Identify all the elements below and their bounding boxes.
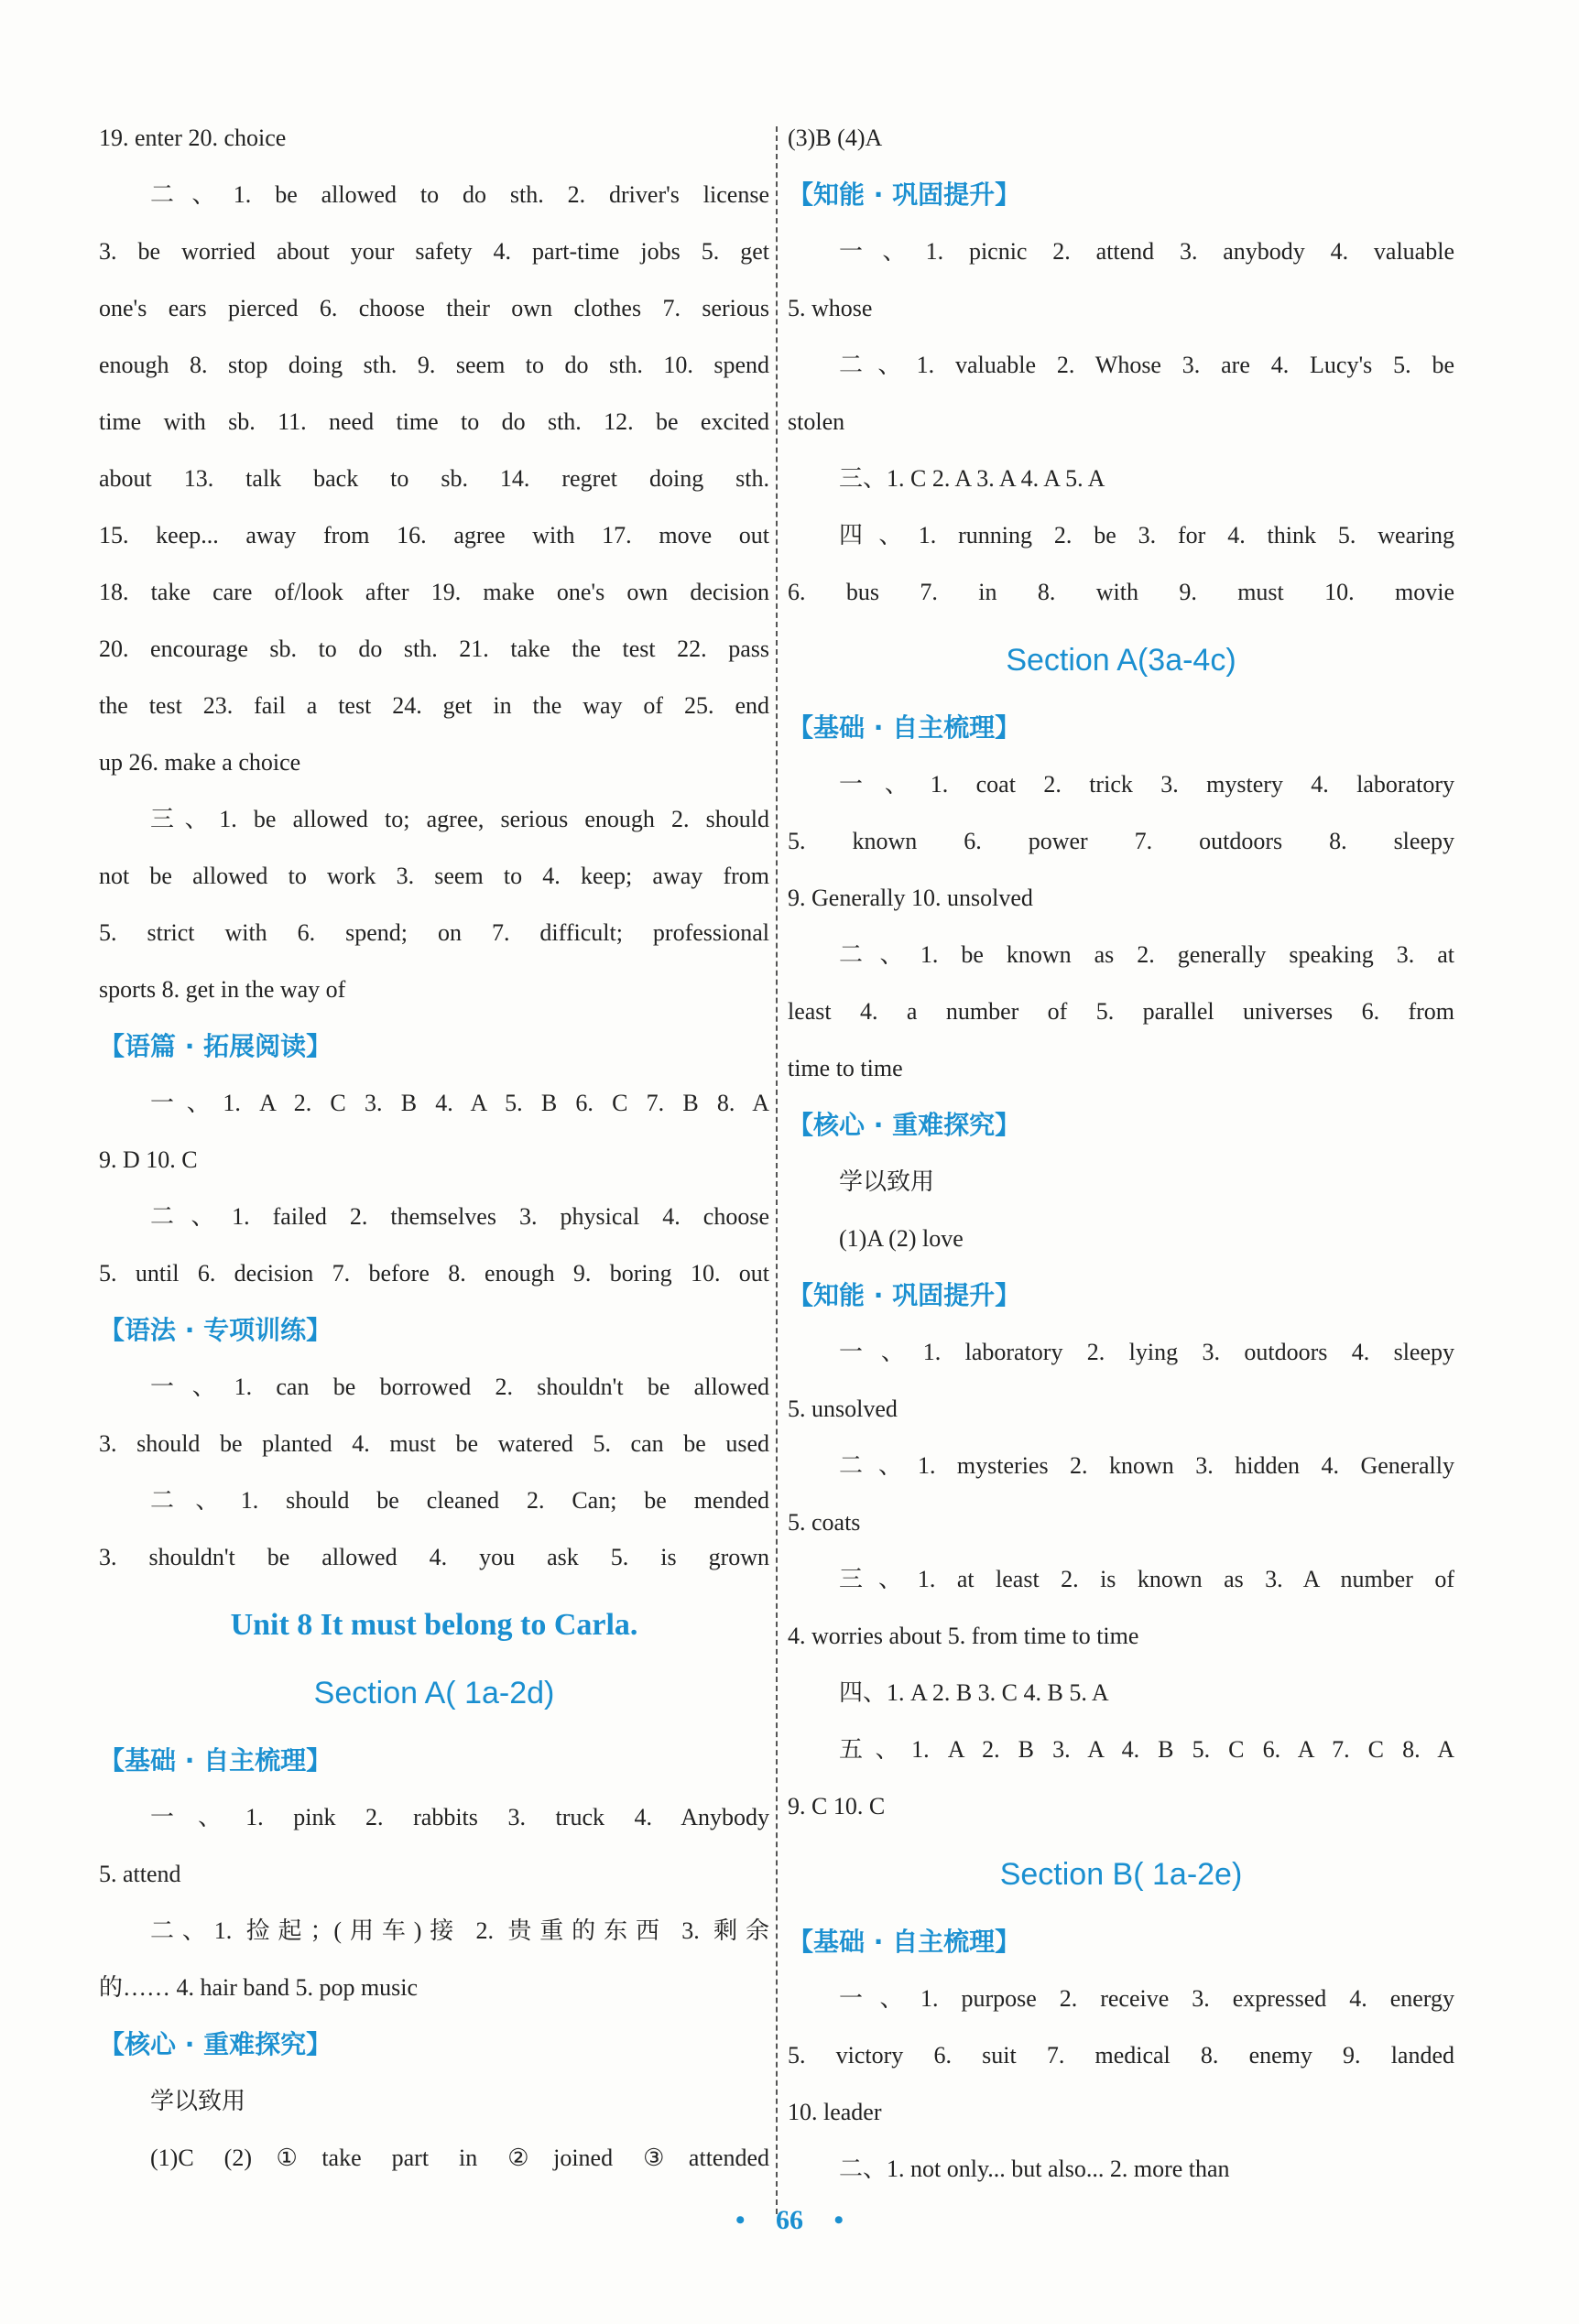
text-line: 5. strict with 6. spend; on 7. difficult; professional bbox=[99, 919, 769, 946]
section-heading-core: 【核心 · 重难探究】 bbox=[99, 2029, 332, 2059]
text-line: 二、1. failed 2. themselves 3. physical 4. choose bbox=[150, 1203, 769, 1230]
text-line: least 4. a number of 5. parallel universes 6. from bbox=[788, 998, 1454, 1025]
text-line: 5. attend bbox=[99, 1861, 181, 1887]
text-line: 20. encourage sb. to do sth. 21. take the test 22. pass bbox=[99, 635, 769, 662]
page-footer bbox=[0, 2205, 1579, 2236]
text-line: (1)C (2)①take part in ②joined ③attended bbox=[150, 2145, 769, 2171]
text-line: 二、1. valuable 2. Whose 3. are 4. Lucy's 5. be bbox=[839, 352, 1454, 378]
text-line: 二、1. be known as 2. generally speaking 3. at bbox=[839, 941, 1454, 968]
bullet-dot-icon: • bbox=[735, 2205, 746, 2235]
text-line: sports 8. get in the way of bbox=[99, 976, 346, 1003]
text-line: 5. victory 6. suit 7. medical 8. enemy 9. landed bbox=[788, 2042, 1454, 2069]
section-heading-basic: 【基础 · 自主梳理】 bbox=[788, 1927, 1021, 1957]
text-line: 三、1. at least 2. is known as 3. A number of bbox=[839, 1566, 1454, 1592]
text-line: 二、1. mysteries 2. known 3. hidden 4. Generally bbox=[839, 1452, 1454, 1479]
right-column bbox=[788, 110, 1454, 2198]
text-line: not be allowed to work 3. seem to 4. keep; away from bbox=[99, 863, 769, 889]
text-line: 学以致用 bbox=[150, 2088, 246, 2114]
text-line: (3)B (4)A bbox=[788, 125, 883, 151]
section-heading-core: 【核心 · 重难探究】 bbox=[788, 1110, 1021, 1140]
bullet-dot-icon: • bbox=[833, 2205, 844, 2235]
section-heading-grammar: 【语法 · 专项训练】 bbox=[99, 1315, 332, 1345]
text-line: 4. worries about 5. from time to time bbox=[788, 1623, 1139, 1649]
text-line: 6. bus 7. in 8. with 9. must 10. movie bbox=[788, 579, 1454, 605]
text-line: time to time bbox=[788, 1055, 903, 1081]
column-divider bbox=[776, 126, 778, 2214]
text-line: 四、1. A 2. B 3. C 4. B 5. A bbox=[839, 1679, 1109, 1706]
text-line: 5. whose bbox=[788, 295, 873, 321]
section-heading-reading: 【语篇 · 拓展阅读】 bbox=[99, 1031, 332, 1061]
section-heading-basic: 【基础 · 自主梳理】 bbox=[99, 1745, 332, 1776]
unit-title: Unit 8 It must belong to Carla. bbox=[230, 1608, 638, 1642]
text-line: 一、1. A 2. C 3. B 4. A 5. B 6. C 7. B 8. A bbox=[150, 1090, 769, 1116]
text-line: 五、1. A 2. B 3. A 4. B 5. C 6. A 7. C 8. A bbox=[839, 1736, 1454, 1763]
text-line: 三、1. C 2. A 3. A 4. A 5. A bbox=[839, 465, 1105, 492]
text-line: 9. C 10. C bbox=[788, 1793, 886, 1819]
text-line: stolen bbox=[788, 408, 845, 435]
text-line: 二、1. should be cleaned 2. Can; be mended bbox=[150, 1487, 769, 1514]
section-heading-skill: 【知能 · 巩固提升】 bbox=[788, 179, 1021, 210]
text-line: time with sb. 11. need time to do sth. 12. be excited bbox=[99, 408, 769, 435]
text-line: 9. Generally 10. unsolved bbox=[788, 885, 1033, 911]
text-line: 一、1. laboratory 2. lying 3. outdoors 4. sleepy bbox=[839, 1339, 1454, 1365]
section-heading-skill: 【知能 · 巩固提升】 bbox=[788, 1280, 1021, 1310]
text-line: 学以致用 bbox=[839, 1168, 935, 1195]
text-line: 四、1. running 2. be 3. for 4. think 5. wearing bbox=[839, 522, 1454, 548]
text-line: 一、1. can be borrowed 2. shouldn't be allowed bbox=[150, 1374, 769, 1400]
text-line: 18. take care of/look after 19. make one's own decision bbox=[99, 579, 769, 605]
text-line: 3. shouldn't be allowed 4. you ask 5. is grown bbox=[99, 1544, 769, 1570]
text-line: 5. known 6. power 7. outdoors 8. sleepy bbox=[788, 828, 1454, 854]
text-line: 9. D 10. C bbox=[99, 1146, 198, 1173]
text-line: 15. keep... away from 16. agree with 17. move out bbox=[99, 522, 769, 548]
section-title: Section B( 1a-2e) bbox=[999, 1857, 1243, 1892]
text-line: 一、1. picnic 2. attend 3. anybody 4. valuable bbox=[839, 238, 1454, 265]
text-line: 5. unsolved bbox=[788, 1395, 898, 1422]
text-line: 一、1. purpose 2. receive 3. expressed 4. energy bbox=[839, 1985, 1454, 2012]
section-title: Section A( 1a-2d) bbox=[313, 1676, 555, 1710]
text-line: 10. leader bbox=[788, 2099, 882, 2125]
text-line: 二、1. not only... but also... 2. more than bbox=[839, 2156, 1230, 2182]
left-column bbox=[99, 110, 769, 2187]
text-line: 19. enter 20. choice bbox=[99, 125, 287, 151]
text-line: 3. be worried about your safety 4. part-time jobs 5. get bbox=[99, 238, 769, 265]
text-line: 一、1. coat 2. trick 3. mystery 4. laboratory bbox=[839, 771, 1454, 798]
text-line: 三、1. be allowed to; agree, serious enough 2. should bbox=[150, 806, 769, 832]
section-title: Section A(3a-4c) bbox=[1006, 643, 1236, 678]
text-line: up 26. make a choice bbox=[99, 749, 301, 776]
section-heading-basic: 【基础 · 自主梳理】 bbox=[788, 712, 1021, 743]
text-line: one's ears pierced 6. choose their own clothes 7. serious bbox=[99, 295, 769, 321]
text-line: 5. until 6. decision 7. before 8. enough 9. boring 10. out bbox=[99, 1260, 769, 1287]
text-line: enough 8. stop doing sth. 9. seem to do sth. 10. spend bbox=[99, 352, 769, 378]
text-line: 二、1. be allowed to do sth. 2. driver's license bbox=[150, 181, 769, 208]
text-line: the test 23. fail a test 24. get in the way of 25. end bbox=[99, 692, 769, 719]
text-line: (1)A (2) love bbox=[839, 1225, 964, 1252]
text-line: 5. coats bbox=[788, 1509, 861, 1536]
text-line: 3. should be planted 4. must be watered 5. can be used bbox=[99, 1430, 769, 1457]
page-number: 66 bbox=[776, 2205, 803, 2235]
text-line: 二、1. 捡起；(用车)接 2. 贵重的东西 3. 剩余 bbox=[150, 1917, 769, 1944]
text-line: 一、1. pink 2. rabbits 3. truck 4. Anybody bbox=[150, 1804, 769, 1830]
text-line: about 13. talk back to sb. 14. regret doing sth. bbox=[99, 465, 769, 492]
text-line: 的…… 4. hair band 5. pop music bbox=[99, 1974, 419, 2001]
